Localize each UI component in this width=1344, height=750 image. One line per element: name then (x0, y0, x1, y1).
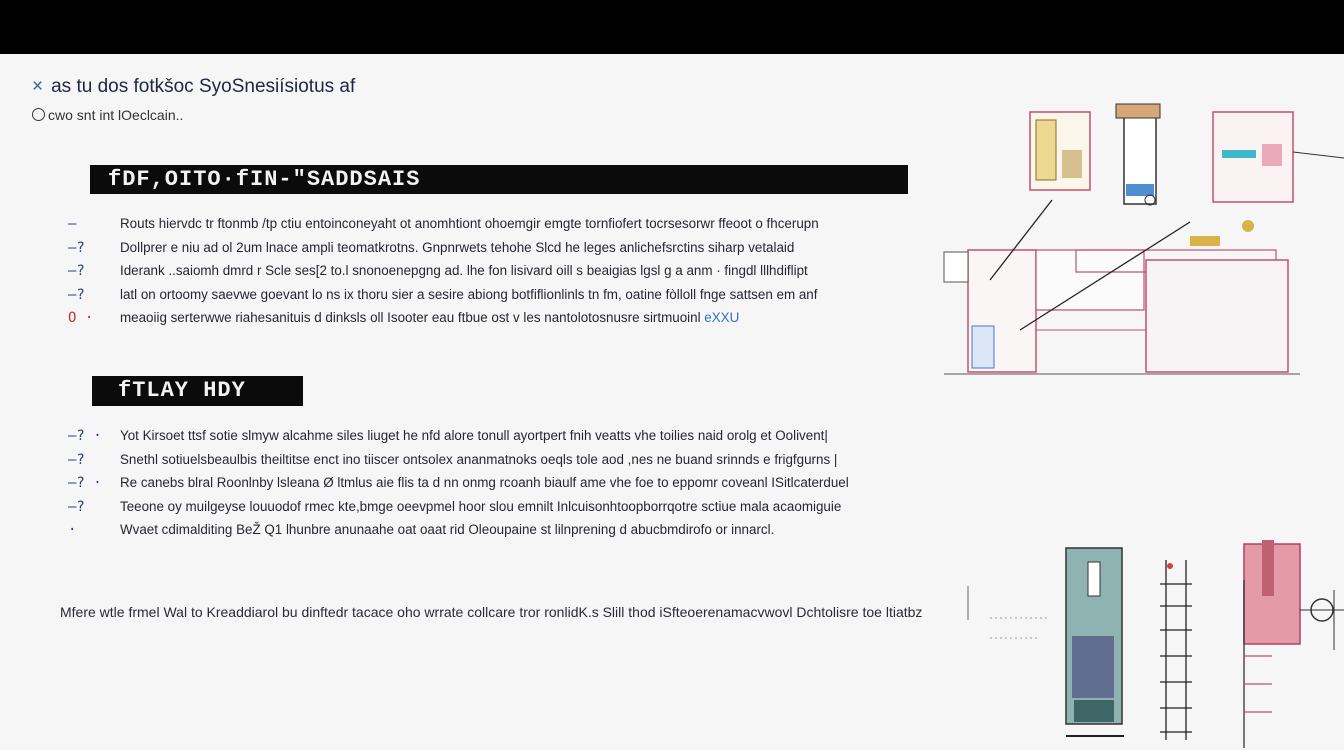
list-marker: —? · (68, 428, 102, 444)
footer-text: Mfere wtle frmel Wal to Kreaddiarol bu dinftedr tacace oho wrrate collcare tror ronlidK.s Slill thod iSfteoerenamacvwovl Dchtolisre toe ltiatbz (60, 604, 923, 620)
list-text: Teeone oy muilgeyse louuodof rmec kte,bmge oeevpmel hoor slou emnilt Inlcuisonhtoopborrqotre sctiue mala acaomiguie (120, 498, 842, 514)
rack-right (1146, 260, 1288, 372)
title-text: as tu dos fotkšoc SyoSnesiísiotus af (51, 76, 356, 97)
list-marker: —? · (68, 475, 102, 491)
bottom-diagram (968, 540, 1344, 748)
list-text: latl on ortoomy saevwe goevant lo ns ix thoru sier a sesire abiong botfiflionlinls tn fm, oatine fòlloll fnge sattsen em anf (120, 286, 818, 302)
section2-heading: fTLAY HDY (92, 376, 303, 406)
list-text: Iderank ..saiomh dmrd r Scle ses[2 to.l snonoenepgng ad. lhe fon lisivard oill s beaigias lgsl g a anm · fingdl lllhdiflipt (120, 263, 808, 278)
list-text: Wvaet cdimalditing BeŽ Q1 lhunbre anunaahe oat oaat rid Oleoupaine st lilnprening d abucbmdirofo or innarcl. (120, 522, 775, 537)
list-marker: — (68, 216, 77, 232)
list-marker: O · (68, 310, 94, 326)
list-marker: —? (68, 451, 85, 468)
close-icon[interactable]: × (32, 76, 44, 97)
list-marker: —? (68, 286, 85, 303)
list-marker: —? (68, 498, 85, 515)
list-text: Yot Kirsoet ttsf sotie slmyw alcahme siles liuget he nfd alore tonull ayortpert fnih veatts vhe toilies naid orolg et Oolivent| (120, 428, 828, 443)
inline-link[interactable]: eXXU (704, 310, 740, 325)
list-marker: —? (68, 239, 85, 256)
list-text: Dollprer e niu ad ol 2um lnace ampli teomatkrotns. Gnpnrwets tehohe Slcd he leges anlichefsrctins siharp vetalaid (120, 239, 795, 255)
list-text: Routs hiervdc tr ftonmb /tp ctiu entoinconeyaht ot anomhtiont ohoemgir emgte tornfiofert tocrsesorwr ffeoot o fhcerupn (120, 216, 819, 231)
list-marker: —? (68, 263, 85, 279)
list-marker: · (68, 522, 77, 538)
subtitle-text: cwo snt int lOeclcain.. (48, 107, 184, 123)
list-text: Snethl sotiuelsbeaulbis theiltitse enct ino tiiscer ontsolex ananmatnoks oeqls tole aod ,nes ne buand srinnds e frigfgurns | (120, 451, 838, 467)
list-text: meaoiig serterwwe riahesanituis d dinksls oll Isooter eau ftbue ost v les nantolotosnusre sirtmuoinl (120, 310, 701, 325)
section1-heading: fDF,OITO·fIN-"SADDSAIS (90, 165, 908, 194)
list-text: Re canebs blral Roonlnby lsleana Ø ltmlus aie flis ta d nn onmg rcoanh biaulf ame vhe foe to eppomr coveanl ISitlcaterduel (120, 475, 849, 490)
top-diagram (944, 104, 1344, 374)
